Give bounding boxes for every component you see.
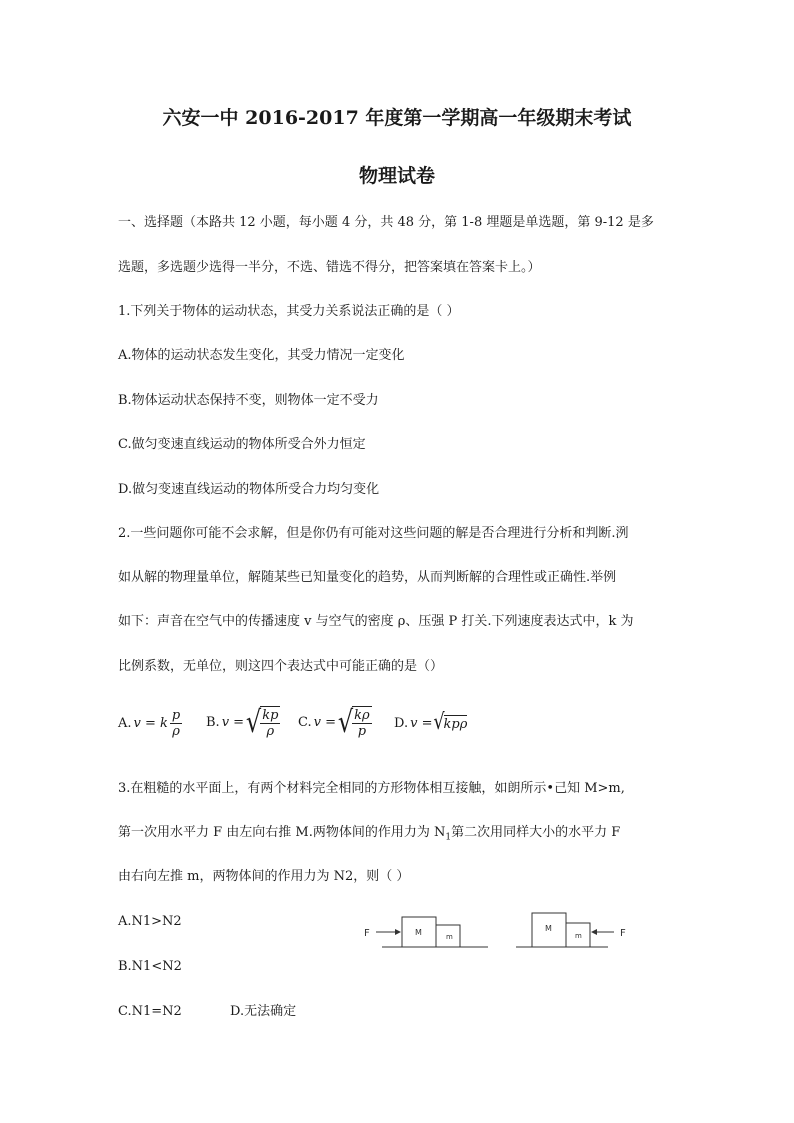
option-d-lhs: v = xyxy=(410,715,433,731)
option-c-fraction xyxy=(352,708,372,739)
option-a-denominator: ρ xyxy=(172,724,180,739)
question-3-line3: 由右向左推 m，两物体间的作用力为 N2，则（ ） xyxy=(118,869,410,884)
radical-sign-icon: √ xyxy=(433,710,446,735)
right-diagram xyxy=(516,913,626,947)
big-label-left: M xyxy=(415,928,422,937)
option-a-fraction xyxy=(170,708,182,739)
question-2-option-a xyxy=(118,708,182,739)
small-label-left: m xyxy=(446,933,453,941)
question-2-line3: 如下：声音在空气中的传播速度 v 与空气的密度 ρ、压强 P 打关.下列速度表达式中，k 为 xyxy=(118,614,634,629)
question-1-option-a: A.物体的运动状态发生变化，其受力情况一定变化 xyxy=(118,348,405,363)
force-label-left: F xyxy=(364,928,370,939)
option-b-radical xyxy=(244,706,280,739)
option-b-lhs: v = xyxy=(221,715,245,730)
radical-sign-icon: √ xyxy=(245,704,262,740)
question-2-line1: 2.一些问题你可能不会求解，但是你仍有可能对这些问题的解是否合理进行分析和判断.洌 xyxy=(118,526,629,541)
small-label-right: m xyxy=(575,932,582,940)
question-3-line1: 3.在粗糙的水平面上，有两个材料完全相同的方形物体相互接触，如朗所示•己知 M>m, xyxy=(118,781,625,796)
arrowhead-left-icon xyxy=(395,929,401,935)
left-diagram xyxy=(364,917,488,947)
subscript: 1 xyxy=(445,832,452,843)
block-push-figure xyxy=(360,905,640,955)
question-3-line2-text-end: 第二次用同样大小的水平力 F xyxy=(451,825,621,840)
question-1-option-c: C.做匀变速直线运动的物体所受合外力恒定 xyxy=(118,437,366,452)
question-3-line2-text: 第一次用水平力 F 由左向右推 M.两物体间的作用力为 N xyxy=(118,825,446,840)
option-d-radical xyxy=(432,712,467,734)
exam-title: 六安一中 2016-2017 年度第一学期高一年级期末考试 xyxy=(162,107,632,129)
option-c-label: C. xyxy=(298,715,312,730)
question-1-option-d: D.做匀变速直线运动的物体所受合力均匀变化 xyxy=(118,482,380,497)
option-c-lhs: v = xyxy=(313,715,336,730)
option-b-denominator: ρ xyxy=(266,724,275,739)
force-label-right: F xyxy=(620,928,626,939)
option-a-lhs: v = k xyxy=(133,716,168,731)
option-b-fraction xyxy=(260,708,280,739)
option-c-radical xyxy=(336,706,372,739)
arrowhead-right-icon xyxy=(591,929,597,935)
option-b-numerator: kp xyxy=(262,708,279,723)
option-c-numerator: kρ xyxy=(354,708,370,723)
big-label-right: M xyxy=(545,924,552,933)
section-instructions-line2: 选题，多选题少选得一半分，不选、错选不得分，把答案填在答案卡上。） xyxy=(118,260,541,275)
option-d-radicand: kpρ xyxy=(443,716,468,732)
question-3-option-c: C.N1=N2 xyxy=(118,1004,182,1019)
radical-sign-icon: √ xyxy=(337,704,354,740)
question-2-line2: 如从解的物理量单位，解随某些已知量变化的趋势，从而判断解的合理性或正确性.举例 xyxy=(118,570,617,585)
section-instructions-line1: 一、选择题（本路共 12 小题，每小题 4 分，共 48 分，第 1-8 埋题是单选题，第 9-12 是多 xyxy=(118,215,654,230)
option-a-numerator: p xyxy=(171,708,181,723)
question-1-stem: 1.下列关于物体的运动状态，其受力关系说法正确的是（ ） xyxy=(118,304,460,319)
question-3-option-d: D.无法确定 xyxy=(230,1004,297,1019)
option-b-label: B. xyxy=(206,715,220,730)
question-3-line2 xyxy=(118,824,620,847)
question-3-option-b: B.N1<N2 xyxy=(118,959,182,974)
option-d-label: D. xyxy=(394,715,409,731)
exam-subtitle: 物理试卷 xyxy=(358,165,435,187)
option-a-label: A. xyxy=(118,716,132,731)
question-2-option-c xyxy=(298,706,372,739)
question-2-line4: 比例系数，无单位，则这四个表达式中可能正确的是（） xyxy=(118,659,444,674)
question-3-option-a: A.N1>N2 xyxy=(118,914,182,929)
option-c-denominator: p xyxy=(357,724,367,739)
question-1-option-b: B.物体运动状态保持不变，则物体一定不受力 xyxy=(118,393,379,408)
question-2-option-b xyxy=(206,706,280,739)
question-2-option-d xyxy=(394,712,467,734)
